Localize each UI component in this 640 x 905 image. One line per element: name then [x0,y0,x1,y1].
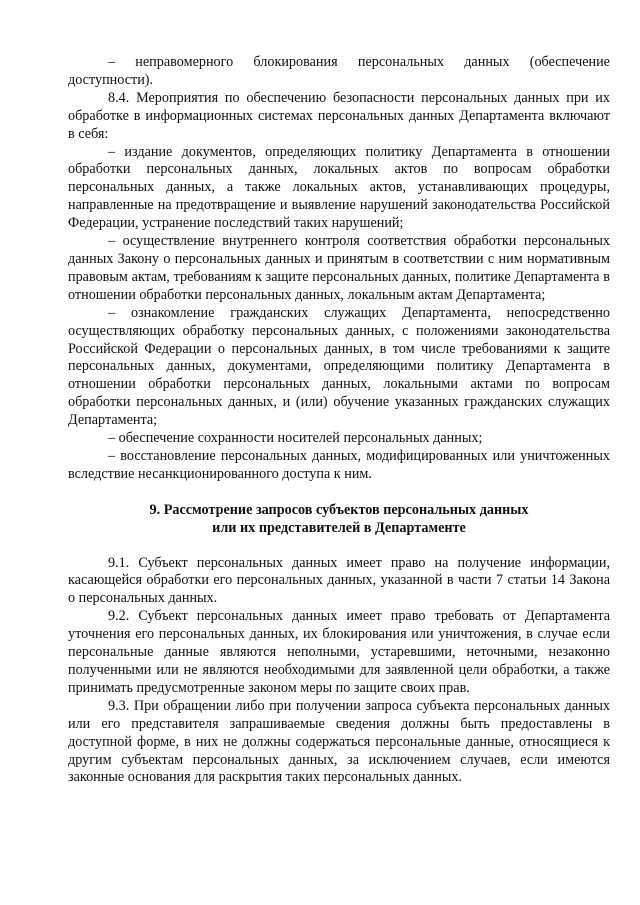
spacer [68,538,610,555]
section-9-heading-line-2: или их представителей в Департаменте [212,519,466,536]
paragraph-issuing-documents: – издание документов, определяющих политику Департамента в отношении обработки персональных данных, локальных актов по вопросам обработки персональных данных, а также локальных актов, устанавливающих процедуры, направленные на предотвращение и выявление нарушений законодательства Российской Федерации, устранение последствий таких нарушений; [68,143,610,232]
spacer [68,484,610,502]
paragraph-restoration: – восстановление персональных данных, модифицированных или уничтоженных вследствие несанкционированного доступа к ним. [68,447,610,482]
section-9-heading-line-1: 9. Рассмотрение запросов субъектов персональных данных [149,501,529,518]
paragraph-8-4: 8.4. Мероприятия по обеспечению безопасности персональных данных при их обработке в информационных системах персональных данных Департамента включают в себя: [68,89,610,142]
paragraph-9-3: 9.3. При обращении либо при получении запроса субъекта персональных данных или его представителя запрашиваемые сведения должны быть предоставлены в доступной форме, в них не должны содержаться персональные данные, относящиеся к другим субъектам персональных данных, за исключением случаев, если имеются законные основания для раскрытия таких персональных данных. [68,697,610,786]
paragraph-familiarization: – ознакомление гражданских служащих Департамента, непосредственно осуществляющих обработку персональных данных, с положениями законодательства Российской Федерации о персональных данных, в том числе требованиями к защите персональных данных, документами, определяющими политику Департамента в отношении обработки персональных данных, локальными актами по вопросам обработки персональных данных, и (или) обучение указанных гражданских служащих Департамента; [68,304,610,429]
document-page [68,54,610,787]
paragraph-media-safety: – обеспечение сохранности носителей персональных данных; [108,430,483,447]
paragraph-9-1: 9.1. Субъект персональных данных имеет право на получение информации, касающейся обработки его персональных данных, указанной в части 7 статьи 14 Закона о персональных данных. [68,554,610,607]
paragraph-blocking: – неправомерного блокирования персональных данных (обеспечение доступности). [68,54,610,88]
paragraph-9-2: 9.2. Субъект персональных данных имеет право требовать от Департамента уточнения его персональных данных, их блокирования или уничтожения, в случае если персональные данные являются неполными, устаревшими, неточными, незаконно полученными или не являются необходимыми для заявленной цели обработки, а также принимать предусмотренные законом меры по защите своих прав. [68,608,610,696]
paragraph-internal-control: – осуществление внутреннего контроля соответствия обработки персональных данных Закону о персональных данных и принятым в соответствии с ним нормативным правовым актам, требованиям к защите персональных данных, политике Департамента в отношении обработки персональных данных, локальным актам Департамента; [68,233,610,303]
